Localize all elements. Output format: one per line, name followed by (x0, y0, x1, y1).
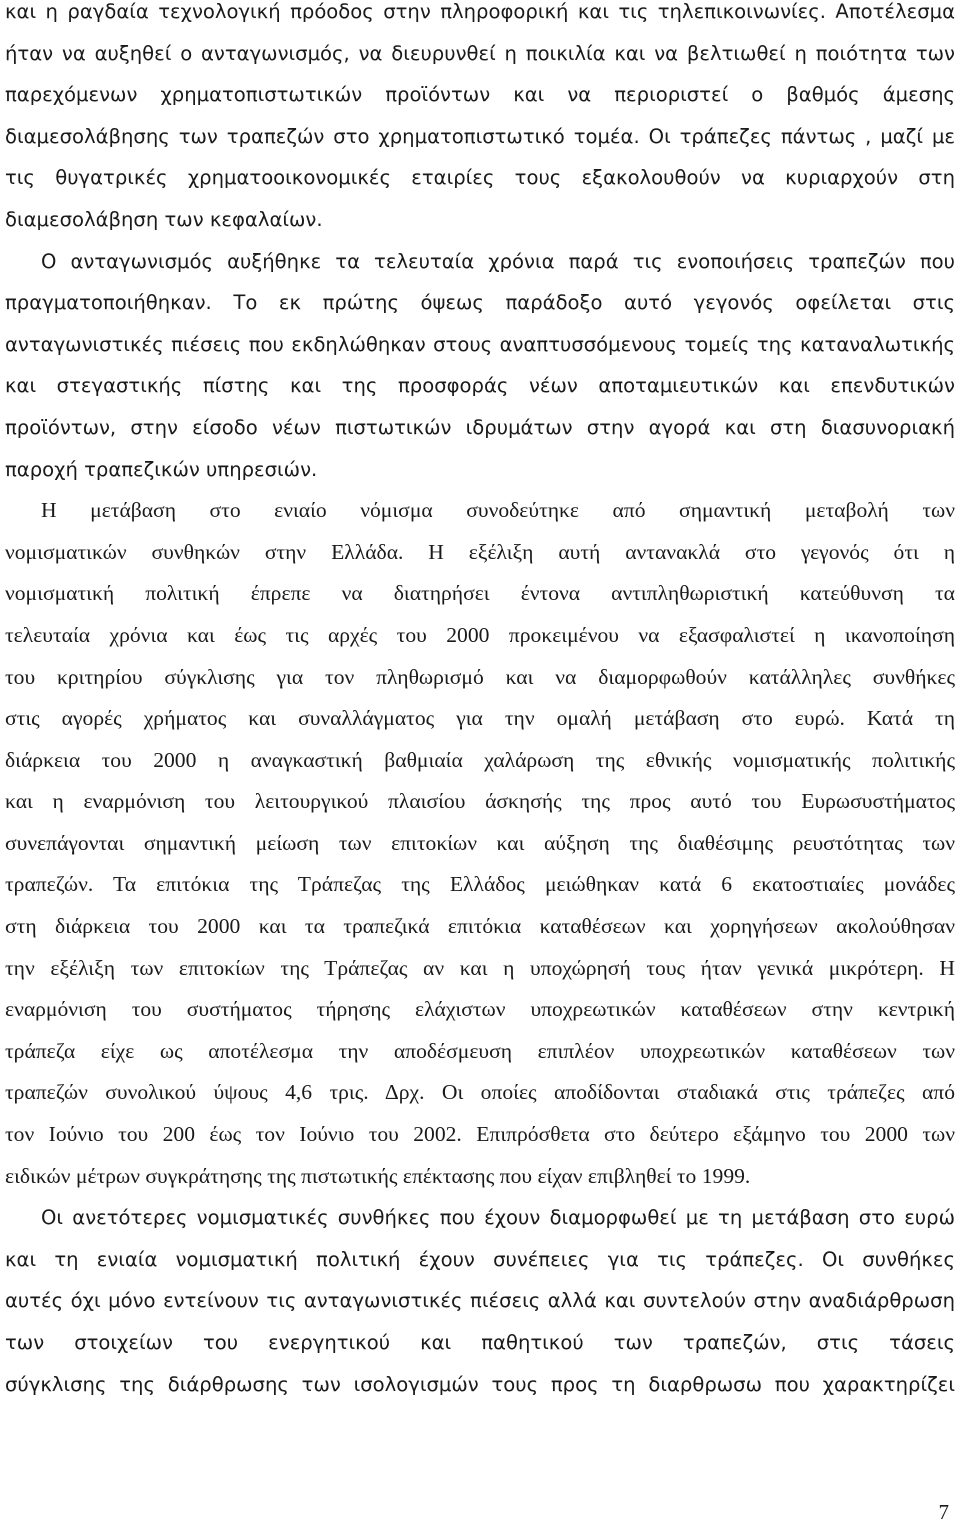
text-line: Η μετάβαση στο ενιαίο νόμισμα συνοδεύτηκε από σημαντική μεταβολή των (41, 498, 955, 523)
text-line: τραπεζών συνολικού ύψους 4,6 τρις. Δρχ. Οι οποίες αποδίδονται σταδιακά στις τράπεζες από (5, 1080, 955, 1105)
text-line: ήταν να αυξηθεί ο ανταγωνισμός, να διευρυνθεί η ποικιλία και να βελτιωθεί η ποιότητα των (5, 41, 955, 65)
text-line: νομισματική πολιτική έπρεπε να διατηρήσει έντονα αντιπληθωριστική κατεύθυνση τα (5, 581, 955, 606)
text-line: πραγματοποιήθηκαν. Το εκ πρώτης όψεως παράδοξο αυτό γεγονός οφείλεται στις (5, 291, 955, 315)
paragraph (5, 1197, 955, 1405)
text-line: τις θυγατρικές χρηματοοικονομικές εταιρίες τους εξακολουθούν να κυριαρχούν στη (5, 166, 955, 190)
text-line: στη διάρκεια του 2000 και τα τραπεζικά επιτόκια καταθέσεων και χορηγήσεων ακολούθησαν (5, 914, 955, 939)
text-line: των στοιχείων του ενεργητικού και παθητικού των τραπεζών, στις τάσεις (5, 1331, 955, 1354)
text-line: και στεγαστικής πίστης και της προσφοράς νέων αποταμιευτικών και επενδυτικών (5, 374, 955, 398)
text-line: και τη ενιαία νομισματική πολιτική έχουν συνέπειες για τις τράπεζες. Οι συνθήκες (5, 1247, 955, 1271)
document-page (5, 0, 955, 1537)
text-line: τραπεζών. Τα επιτόκια της Τράπεζας της Ελλάδος μειώθηκαν κατά 6 εκατοστιαίες μονάδες (5, 872, 955, 897)
text-line: προϊόντων, στην είσοδο νέων πιστωτικών ιδρυμάτων στην αγορά και στη διασυνοριακή (5, 415, 955, 439)
text-line: και η εναρμόνιση του λειτουργικού πλαισίου άσκησής της προς αυτό του Ευρωσυστήματος (5, 789, 955, 814)
text-line: παρεχόμενων χρηματοπιστωτικών προϊόντων και να περιοριστεί ο βαθμός άμεσης (5, 83, 955, 107)
text-line: σύγκλισης της διάρθρωσης των ισολογισμών τους προς τη διαρθρωσω που χαρακτηρίζει (5, 1372, 955, 1396)
page-number: 7 (938, 1500, 949, 1524)
text-line: αυτές όχι μόνο εντείνουν τις ανταγωνιστικές πιέσεις αλλά και συντελούν στην αναδιάρθρωση (5, 1289, 955, 1313)
paragraph (5, 241, 955, 491)
text-line: τελευταία χρόνια και έως τις αρχές του 2000 προκειμένου να εξασφαλιστεί η ικανοποίηση (5, 622, 955, 647)
text-line: εναρμόνιση του συστήματος τήρησης ελάχιστων υποχρεωτικών καταθέσεων στην κεντρική (5, 997, 955, 1022)
text-line: παροχή τραπεζικών υπηρεσιών. (5, 457, 318, 481)
text-line: και η ραγδαία τεχνολογική πρόοδος στην πληροφορική και τις τηλεπικοινωνίες. Αποτέλεσμα (5, 0, 955, 23)
text-line: ειδικών μέτρων συγκράτησης της πιστωτικής επέκτασης που είχαν επιβληθεί το 1999. (5, 1163, 751, 1188)
text-line: συνεπάγονται σημαντική μείωση των επιτοκίων και αύξηση της διαθέσιμης ρευστότητας των (5, 830, 955, 855)
text-line: διάρκεια του 2000 η αναγκαστική βαθμιαία χαλάρωση της εθνικής νομισματικής πολιτικής (5, 747, 955, 772)
paragraph (5, 0, 955, 241)
text-line: στις αγορές χρήματος και συναλλάγματος για την ομαλή μετάβαση στο ευρώ. Κατά τη (5, 706, 955, 731)
text-line: τράπεζα είχε ως αποτέλεσμα την αποδέσμευση επιπλέον υποχρεωτικών καταθέσεων των (5, 1038, 955, 1063)
text-line: την εξέλιξη των επιτοκίων της Τράπεζας αν και η υποχώρησή τους ήταν γενικά μικρότερη. Η (5, 955, 955, 980)
text-line: ανταγωνιστικές πιέσεις που εκδηλώθηκαν στους αναπτυσσόμενους τομείς της καταναλωτικής (5, 332, 955, 356)
text-line: Οι ανετότερες νομισματικές συνθήκες που έχουν διαμορφωθεί με τη μετάβαση στο ευρώ (41, 1206, 955, 1230)
paragraph (5, 490, 955, 1197)
text-line: νομισματικών συνθηκών στην Ελλάδα. Η εξέλιξη αυτή αντανακλά στο γεγονός ότι η (5, 539, 955, 564)
text-line: διαμεσολάβησης των τραπεζών στο χρηματοπιστωτικό τομέα. Οι τράπεζες πάντως , μαζί με (5, 124, 955, 148)
text-line: Ο ανταγωνισμός αυξήθηκε τα τελευταία χρόνια παρά τις ενοποιήσεις τραπεζών που (41, 249, 955, 273)
body-text (5, 0, 955, 1405)
text-line: διαμεσολάβηση των κεφαλαίων. (5, 207, 323, 231)
text-line: του κριτηρίου σύγκλισης για τον πληθωρισμό και να διαμορφωθούν κατάλληλες συνθήκες (5, 664, 955, 689)
text-line: τον Ιούνιο του 200 έως τον Ιούνιο του 2002. Επιπρόσθετα στο δεύτερο εξάμηνο του 2000 των (5, 1122, 955, 1147)
